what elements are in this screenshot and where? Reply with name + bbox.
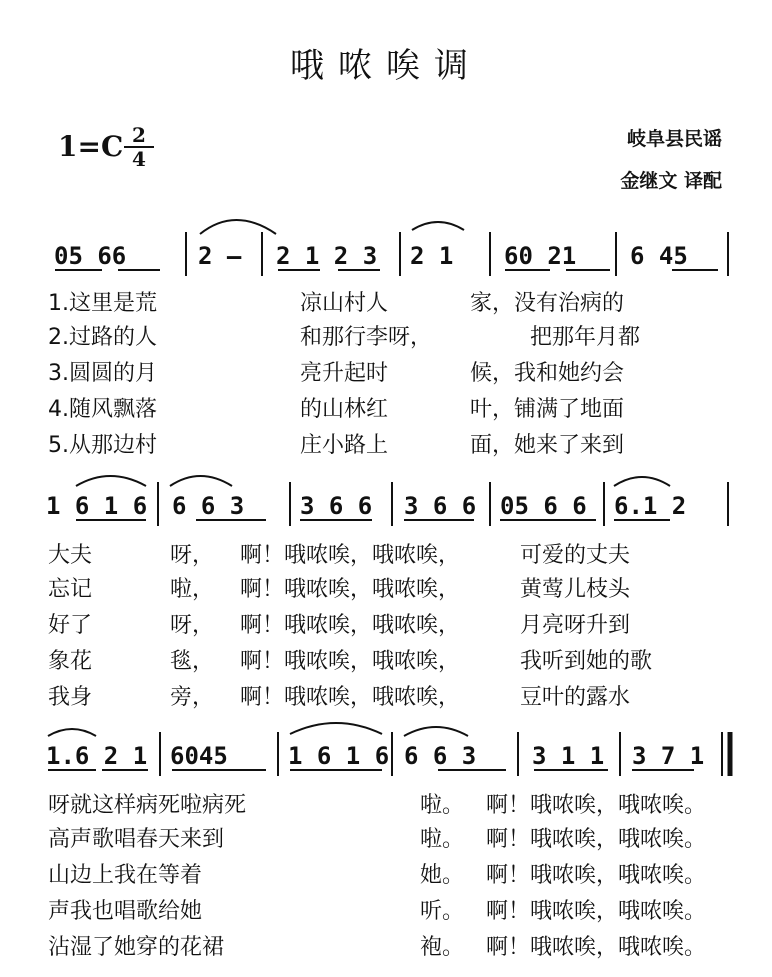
lyric-s1-v4-a: 4.随风飘落 <box>48 397 157 422</box>
lyric-s1-v3-c: 候，我和她约会 <box>470 361 625 386</box>
notes-s2-m4: 3 6 6 <box>404 492 477 520</box>
notes-s1-m1: 05 66 <box>54 242 127 270</box>
lyric-s1-v5-c: 面，她来了来到 <box>470 433 625 458</box>
lyric-s1-v2-a: 2.过路的人 <box>48 325 157 350</box>
lyric-s2-v2-d: 黄莺儿枝头 <box>520 577 631 602</box>
lyric-s3-v3-b: 她。 <box>420 863 465 888</box>
lyric-s2-v4-b: 毯， <box>170 649 215 674</box>
lyric-s3-v1-b: 啦。 <box>420 793 465 818</box>
notes-s3-m5: 3 1 1 <box>532 742 605 770</box>
lyric-s2-v5-c: 啊！哦哝唉，哦哝唉， <box>240 685 461 710</box>
lyric-s2-v4-c: 啊！哦哝唉，哦哝唉， <box>240 649 461 674</box>
meter-numerator: 2 <box>124 124 154 148</box>
lyric-s1-v3-a: 3.圆圆的月 <box>48 361 157 386</box>
lyric-s2-v1-c: 啊！哦哝唉，哦哝唉， <box>240 543 461 568</box>
notes-s2-m6: 6.1 2 <box>614 492 687 520</box>
lyric-s1-v2-b: 和那行李呀， <box>300 325 433 350</box>
lyric-s1-v2-c: 把那年月都 <box>530 325 641 350</box>
lyric-s3-v2-c: 啊！哦哝唉，哦哝唉。 <box>486 827 707 852</box>
lyric-s2-v5-b: 旁， <box>170 685 215 710</box>
lyric-s3-v3-c: 啊！哦哝唉，哦哝唉。 <box>486 863 707 888</box>
lyric-s3-v4-c: 啊！哦哝唉，哦哝唉。 <box>486 899 707 924</box>
lyric-s1-v5-a: 5.从那边村 <box>48 433 157 458</box>
notes-s3-m2: 6045 <box>170 742 228 770</box>
notes-s2-m1: 1 6 1 6 <box>46 492 148 520</box>
lyric-s3-v5-b: 袍。 <box>420 935 465 960</box>
lyric-s3-v3-a: 山边上我在等着 <box>48 863 203 888</box>
notes-s1-m6: 6 45 <box>630 242 688 270</box>
lyric-s2-v1-d: 可爱的丈夫 <box>520 543 631 568</box>
lyric-s2-v5-a: 我身 <box>48 685 93 710</box>
lyric-s2-v3-b: 呀， <box>170 613 215 638</box>
credit-arranger: 金继文 译配 <box>620 170 722 192</box>
lyric-s3-v5-c: 啊！哦哝唉，哦哝唉。 <box>486 935 707 960</box>
lyric-s2-v4-a: 象花 <box>48 649 93 674</box>
notes-s1-m2: 2 — <box>198 242 242 270</box>
notes-s3-m4: 6 6 3 <box>404 742 477 770</box>
lyric-s2-v1-b: 呀， <box>170 543 215 568</box>
lyric-s2-v4-d: 我听到她的歌 <box>520 649 653 674</box>
meter-denominator: 4 <box>132 147 146 171</box>
notes-s2-m5: 05 6 6 <box>500 492 587 520</box>
lyric-s2-v3-a: 好了 <box>48 613 93 638</box>
notes-s3-m3: 1 6 1 6 <box>288 742 390 770</box>
lyric-s2-v2-a: 忘记 <box>48 577 93 602</box>
notes-s2-m2: 6 6 3 <box>172 492 245 520</box>
lyric-s2-v2-c: 啊！哦哝唉，哦哝唉， <box>240 577 461 602</box>
credit-origin: 岐阜县民谣 <box>626 128 722 150</box>
song-title: 哦哝唉调 <box>290 46 482 86</box>
lyric-s2-v2-b: 啦， <box>170 577 215 602</box>
lyric-s1-v1-c: 家，没有治病的 <box>470 291 625 316</box>
lyric-s3-v1-c: 啊！哦哝唉，哦哝唉。 <box>486 793 707 818</box>
lyric-s1-v5-b: 庄小路上 <box>300 433 389 458</box>
lyric-s2-v1-a: 大夫 <box>48 543 93 568</box>
lyric-s1-v1-b: 凉山村人 <box>300 291 389 316</box>
lyric-s1-v3-b: 亮升起时 <box>300 361 389 386</box>
notes-s2-m3: 3 6 6 <box>300 492 373 520</box>
lyric-s3-v4-a: 声我也唱歌给她 <box>48 899 203 924</box>
lyric-s2-v3-c: 啊！哦哝唉，哦哝唉， <box>240 613 461 638</box>
lyric-s3-v4-b: 听。 <box>420 899 465 924</box>
lyric-s2-v3-d: 月亮呀升到 <box>520 613 631 638</box>
lyric-s3-v5-a: 沾湿了她穿的花裙 <box>48 935 225 960</box>
key-signature: 1=C <box>58 130 124 163</box>
notes-s3-m1: 1.6 2 1 <box>46 742 148 770</box>
lyric-s2-v5-d: 豆叶的露水 <box>520 685 631 710</box>
lyric-s3-v2-b: 啦。 <box>420 827 465 852</box>
notes-s1-m5: 60 21 <box>504 242 577 270</box>
lyric-s1-v1-a: 1.这里是荒 <box>48 291 157 316</box>
lyric-s1-v4-b: 的山林红 <box>300 397 389 422</box>
notes-s1-m3: 2 1 2 3 <box>276 242 378 270</box>
notes-s3-m6: 3 7 1 <box>632 742 705 770</box>
lyric-s3-v1-a: 呀就这样病死啦病死 <box>48 793 247 818</box>
lyric-s3-v2-a: 高声歌唱春天来到 <box>48 827 225 852</box>
notes-s1-m4: 2 1 <box>410 242 454 270</box>
lyric-s1-v4-c: 叶，铺满了地面 <box>470 397 625 422</box>
